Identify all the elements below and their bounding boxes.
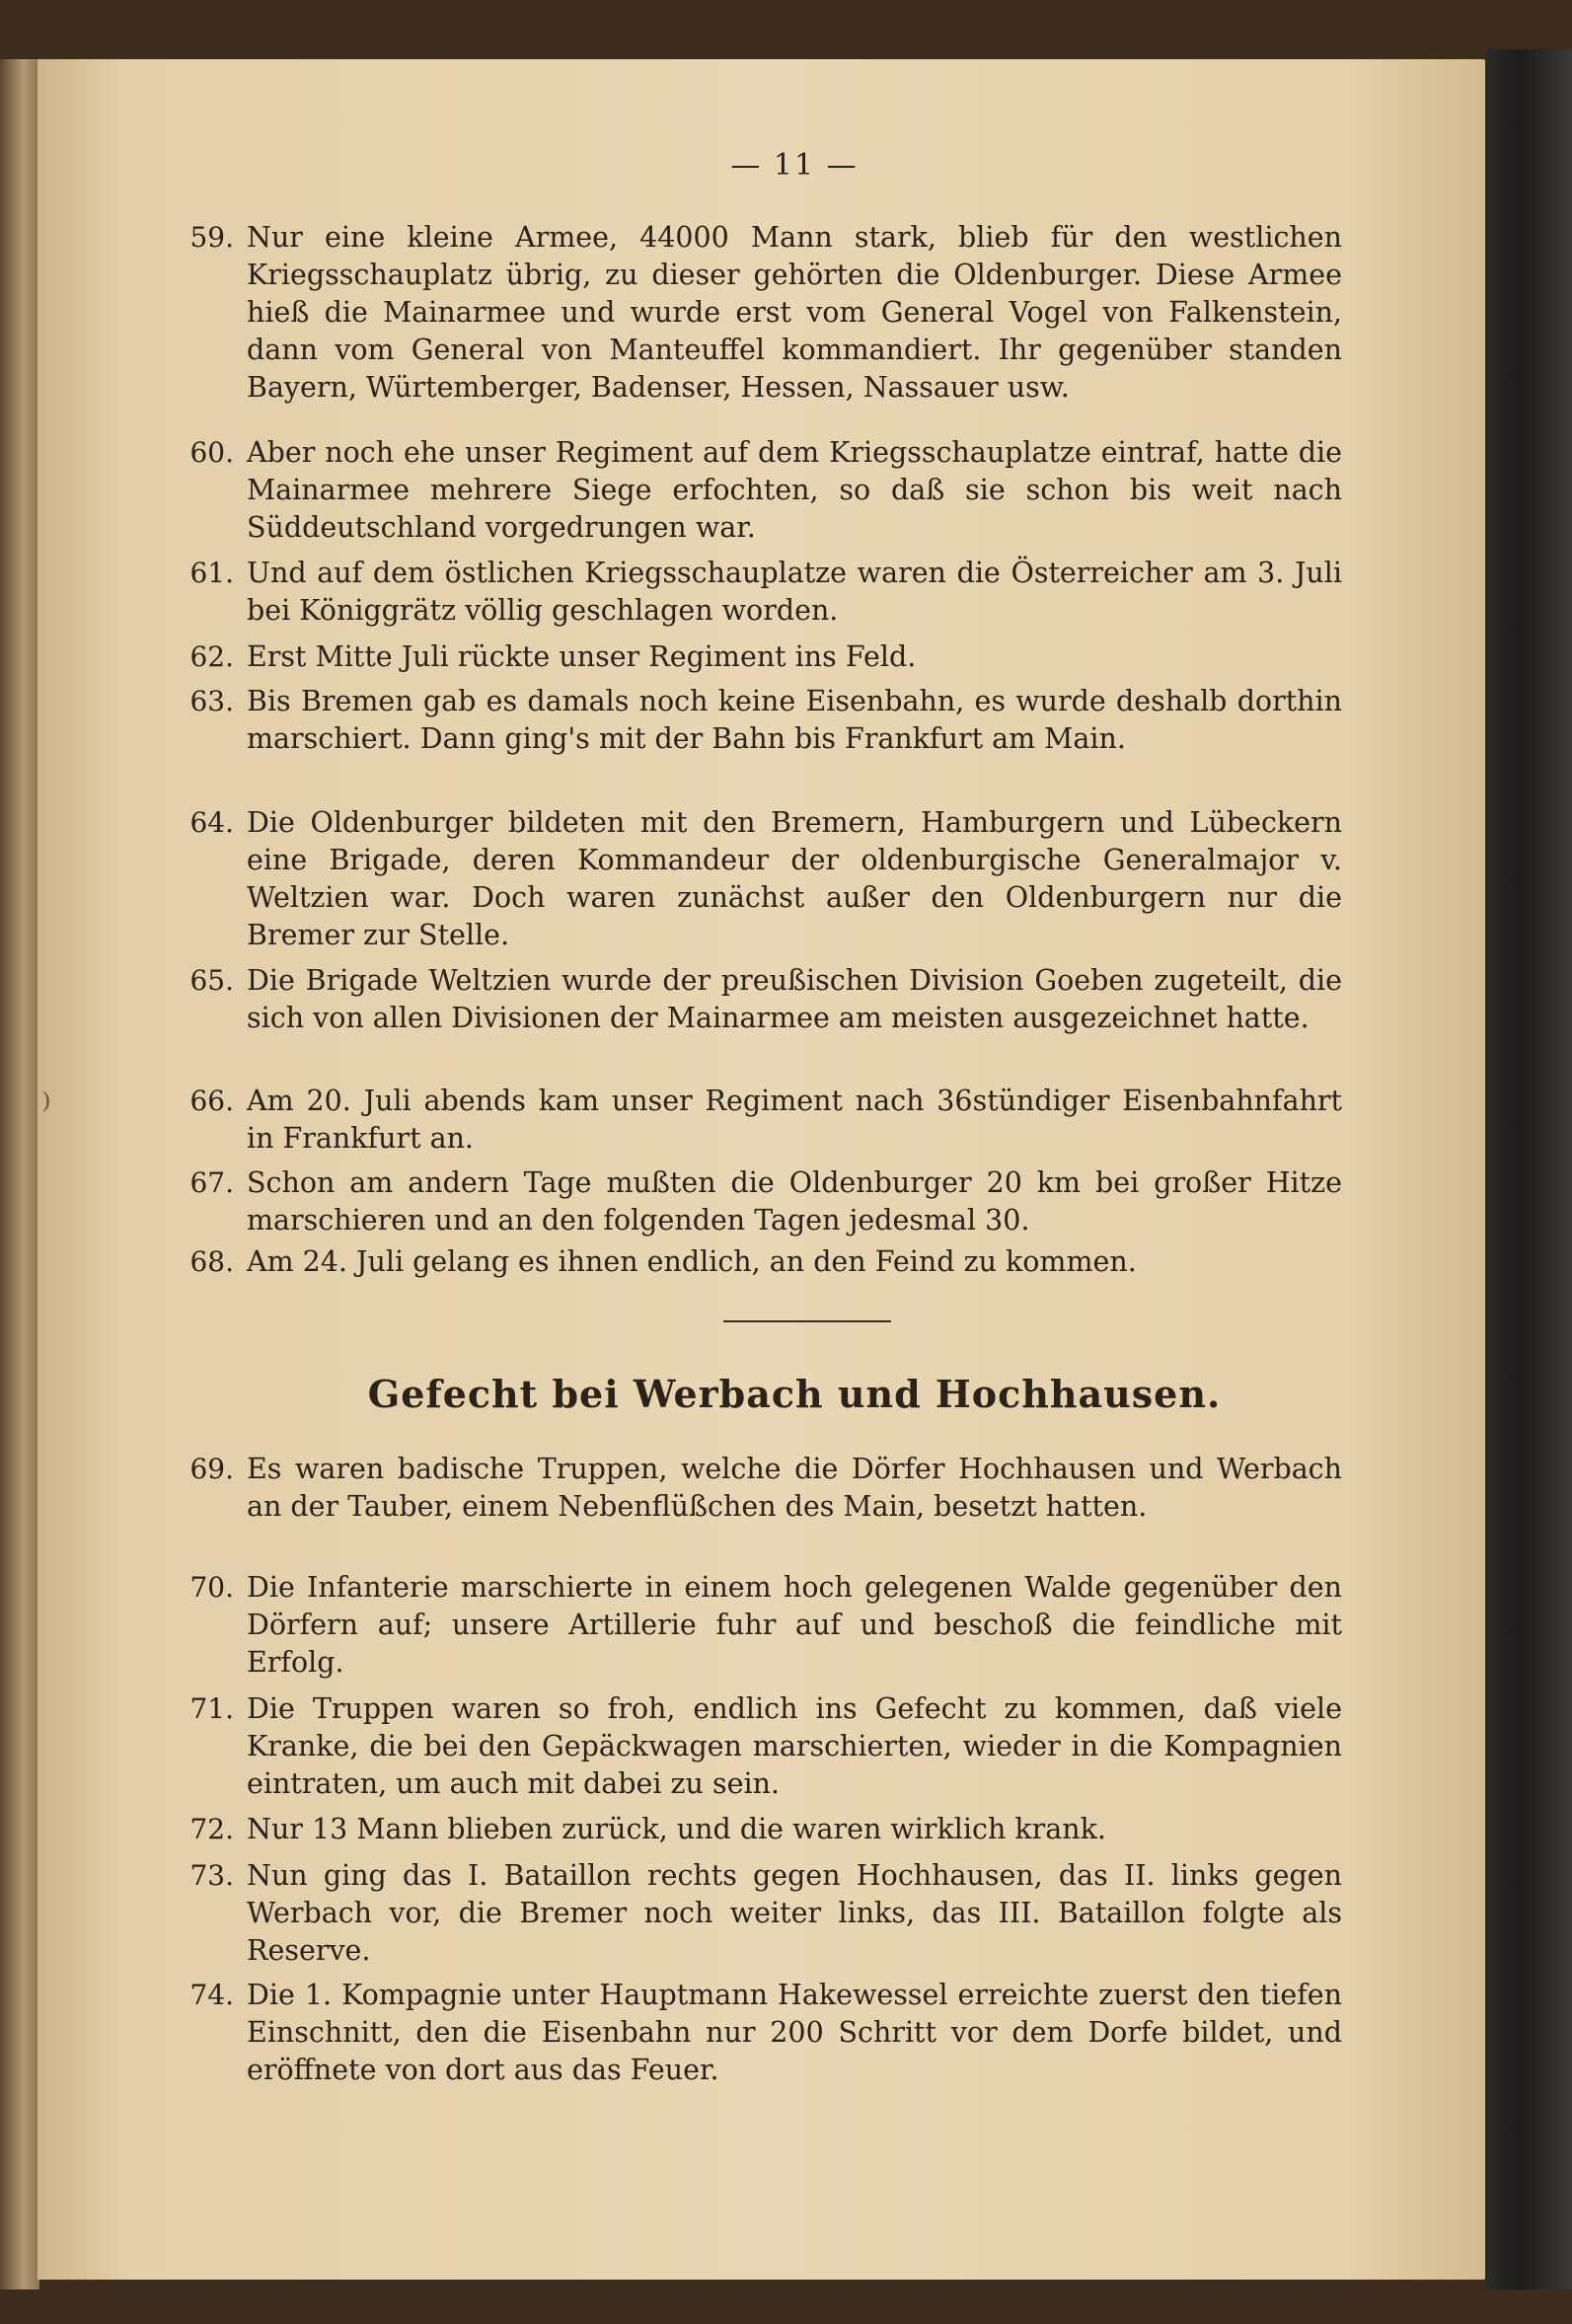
paragraph-text: Nun ging das I. Bataillon rechts gegen Hochhausen, das II. links gegen Werbach vor, die Bremer noch weiter links, das III. Bataillon folgte als Reserve. (247, 1859, 1342, 1967)
paragraph-62 (189, 638, 1342, 676)
paragraph-text: Die Oldenburger bildeten mit den Bremern, Hamburgern und Lübeckern eine Brigade, deren Kommandeur der oldenburgische Generalmajor v. Weltzien war. Doch waren zunächst außer den Oldenburgern nur die Bremer zur Stelle. (247, 806, 1342, 951)
paragraph-74 (189, 1977, 1342, 2089)
paragraph-number: 70. (189, 1571, 234, 1604)
paragraph-number: 61. (189, 557, 234, 589)
paragraph-text: Es waren badische Truppen, welche die Dörfer Hochhausen und Werbach an der Tauber, einem Nebenflüßchen des Main, besetzt hatten. (247, 1453, 1342, 1523)
paragraph-text: Die Infanterie marschierte in einem hoch gelegenen Walde gegenüber den Dörfern auf; unsere Artillerie fuhr auf und beschoß die feindliche mit Erfolg. (247, 1571, 1342, 1679)
paragraph-text: Am 20. Juli abends kam unser Regiment nach 36stündiger Eisenbahnfahrt in Frankfurt an. (247, 1085, 1342, 1155)
paragraph-text: Erst Mitte Juli rückte unser Regiment ins Feld. (247, 640, 917, 673)
paragraph-60 (189, 434, 1342, 547)
section-divider (723, 1320, 891, 1322)
paragraph-text: Schon am andern Tage mußten die Oldenburger 20 km bei großer Hitze marschieren und an den folgenden Tagen jedesmal 30. (247, 1166, 1342, 1237)
paragraph-69 (189, 1451, 1342, 1526)
paragraph-number: 69. (189, 1453, 234, 1485)
paragraph-number: 60. (189, 436, 234, 469)
paragraph-number: 59. (189, 221, 234, 254)
book-cover-edge (1485, 49, 1572, 2289)
paragraph-70 (189, 1569, 1342, 1682)
paragraph-65 (189, 962, 1342, 1037)
paragraph-text: Nur eine kleine Armee, 44000 Mann stark, blieb für den westlichen Kriegsschauplatz übrig, zu dieser gehörten die Oldenburger. Diese Armee hieß die Mainarmee und wurde erst vom General Vogel von Falkenstein, dann vom General von Manteuffel kommandiert. Ihr gegenüber standen Bayern, Würtemberger, Badenser, Hessen, Nassauer usw. (247, 221, 1342, 404)
paragraph-61 (189, 555, 1342, 630)
paragraph-text: Nur 13 Mann blieben zurück, und die waren wirklich krank. (247, 1813, 1106, 1845)
paragraph-number: 63. (189, 685, 234, 717)
paragraph-number: 74. (189, 1979, 234, 2011)
paragraph-66 (189, 1083, 1342, 1158)
left-page-edge (0, 59, 39, 2289)
paragraph-number: 62. (189, 640, 234, 673)
margin-stain: ⁾ (41, 1086, 51, 1131)
paragraph-text: Am 24. Juli gelang es ihnen endlich, an den Feind zu kommen. (247, 1245, 1137, 1278)
paragraph-59 (189, 219, 1342, 407)
paragraph-64 (189, 804, 1342, 954)
paragraph-number: 73. (189, 1859, 234, 1892)
paragraph-number: 66. (189, 1085, 234, 1117)
paragraph-number: 71. (189, 1692, 234, 1725)
paragraph-text: Aber noch ehe unser Regiment auf dem Kriegsschauplatze eintraf, hatte die Mainarmee mehrere Siege erfochten, so daß sie schon bis weit nach Süddeutschland vorgedrungen war. (247, 436, 1342, 544)
paragraph-72 (189, 1811, 1342, 1848)
paragraph-text: Und auf dem östlichen Kriegsschauplatze waren die Österreicher am 3. Juli bei Königgrätz völlig geschlagen worden. (247, 557, 1342, 627)
paragraph-text: Die Brigade Weltzien wurde der preußischen Division Goeben zugeteilt, die sich von allen Divisionen der Mainarmee am meisten ausgezeichnet hatte. (247, 964, 1342, 1034)
paragraph-number: 65. (189, 964, 234, 997)
paragraph-63 (189, 683, 1342, 758)
section-heading: Gefecht bei Werbach und Hochhausen. (367, 1372, 1222, 1416)
paragraph-number: 68. (189, 1245, 234, 1278)
paragraph-number: 72. (189, 1813, 234, 1845)
page-number: — 11 — (730, 148, 859, 183)
paragraph-text: Die Truppen waren so froh, endlich ins Gefecht zu kommen, daß viele Kranke, die bei den Gepäckwagen marschierten, wieder in die Kompagnien eintraten, um auch mit dabei zu sein. (247, 1692, 1342, 1800)
paragraph-71 (189, 1690, 1342, 1803)
paragraph-67 (189, 1164, 1342, 1239)
paragraph-text: Die 1. Kompagnie unter Hauptmann Hakewessel erreichte zuerst den tiefen Einschnitt, den die Eisenbahn nur 200 Schritt vor dem Dorfe bildet, und eröffnete von dort aus das Feuer. (247, 1979, 1342, 2086)
paragraph-number: 64. (189, 806, 234, 839)
paragraph-text: Bis Bremen gab es damals noch keine Eisenbahn, es wurde deshalb dorthin marschiert. Dann ging's mit der Bahn bis Frankfurt am Main. (247, 685, 1342, 755)
paragraph-73 (189, 1857, 1342, 1970)
paragraph-number: 67. (189, 1166, 234, 1199)
paragraph-68 (189, 1243, 1342, 1281)
